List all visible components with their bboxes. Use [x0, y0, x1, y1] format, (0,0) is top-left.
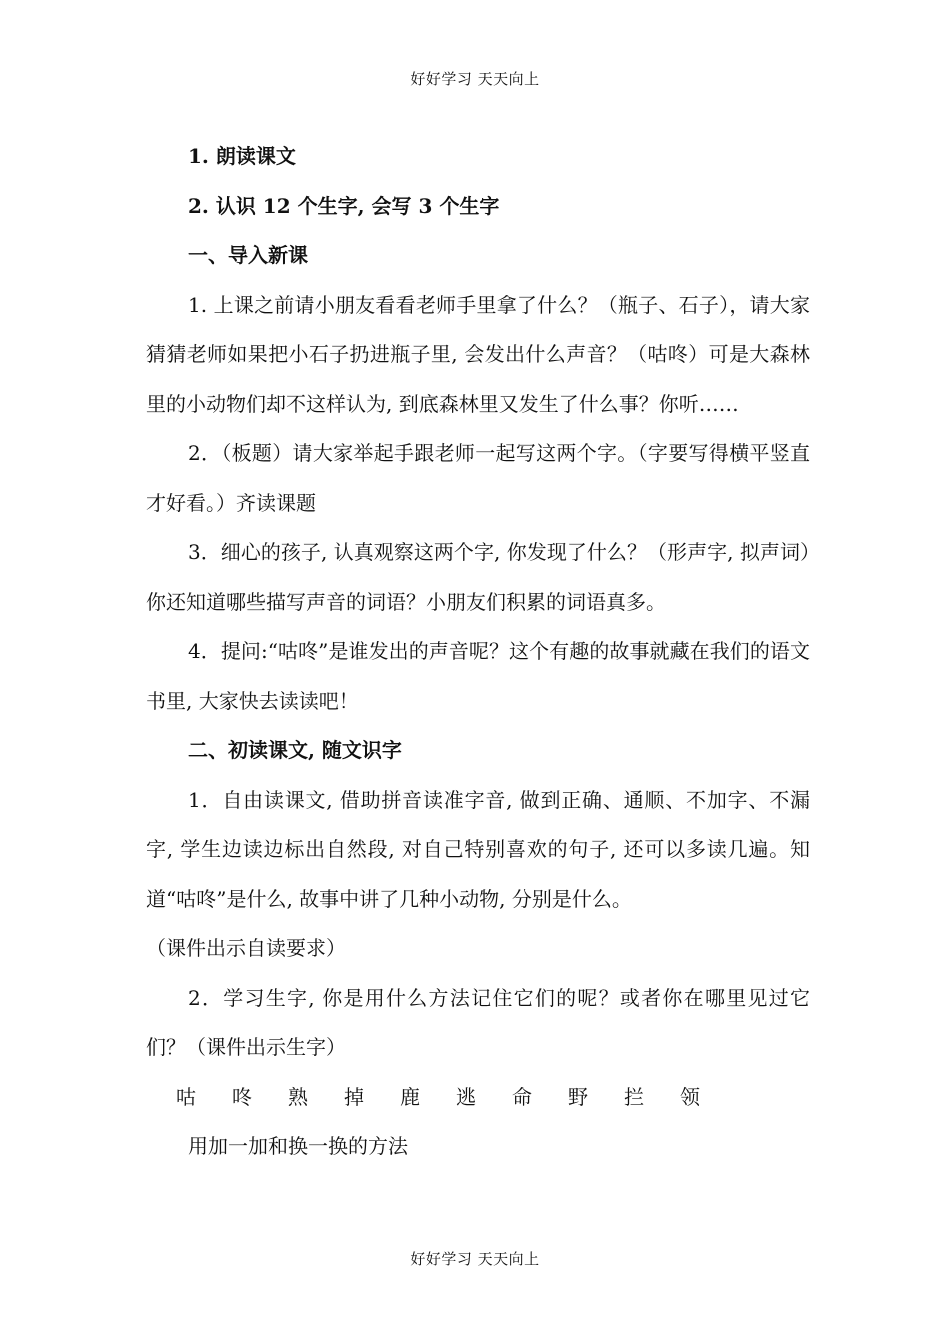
character: 拦 — [624, 1084, 644, 1109]
page-footer: 好好学习 天天向上 — [410, 1250, 540, 1268]
objective-1: 1. 朗读课文 — [188, 144, 296, 168]
character: 咕 — [176, 1084, 196, 1109]
paragraph-closing: 用加一加和换一换的方法 — [188, 1134, 408, 1158]
paragraph-3: 3．细心的孩子, 认真观察这两个字, 你发现了什么？（形声字, 拟声词）你还知道哪些描写声音的词语？小朋友们积累的词语真多。 — [146, 540, 810, 614]
character-list — [146, 1073, 810, 1123]
character: 鹿 — [400, 1084, 420, 1109]
paragraph-note: （课件出示自读要求） — [146, 936, 346, 960]
character: 逃 — [456, 1084, 476, 1109]
paragraph-2: 2．（板题）请大家举起手跟老师一起写这两个字。（字要写得横平竖直才好看。）齐读课题 — [146, 441, 810, 515]
character: 咚 — [232, 1084, 252, 1109]
page-header: 好好学习 天天向上 — [410, 70, 540, 88]
character: 领 — [680, 1084, 700, 1109]
section-heading-2: 二、初读课文, 随文识字 — [188, 738, 402, 762]
objective-2: 2. 认识 12 个生字, 会写 3 个生字 — [188, 193, 500, 218]
paragraph-6: 2．学习生字, 你是用什么方法记住它们的呢？或者你在哪里见过它们？（课件出示生字） — [146, 985, 810, 1059]
document-body — [146, 132, 810, 1172]
character: 掉 — [344, 1084, 364, 1109]
paragraph-4: 4．提问:“咕咚”是谁发出的声音呢？这个有趣的故事就藏在我们的语文书里, 大家快去读读吧！ — [146, 639, 810, 713]
paragraph-5: 1．自由读课文, 借助拼音读准字音, 做到正确、通顺、不加字、不漏字, 学生边读边标出自然段, 对自己特别喜欢的句子, 还可以多读几遍。知道“咕咚”是什么, 故事中讲了几种小动物, 分别是什么。 — [146, 787, 810, 911]
character: 熟 — [288, 1084, 308, 1109]
character: 命 — [512, 1084, 532, 1109]
paragraph-1: 1. 上课之前请小朋友看看老师手里拿了什么？（瓶子、石子），请大家猜猜老师如果把小石子扔进瓶子里, 会发出什么声音？（咕咚）可是大森林里的小动物们却不这样认为, 到底森林里又发生了什么事？你听…… — [146, 292, 810, 416]
character: 野 — [568, 1084, 588, 1109]
section-heading-1: 一、导入新课 — [188, 243, 308, 267]
